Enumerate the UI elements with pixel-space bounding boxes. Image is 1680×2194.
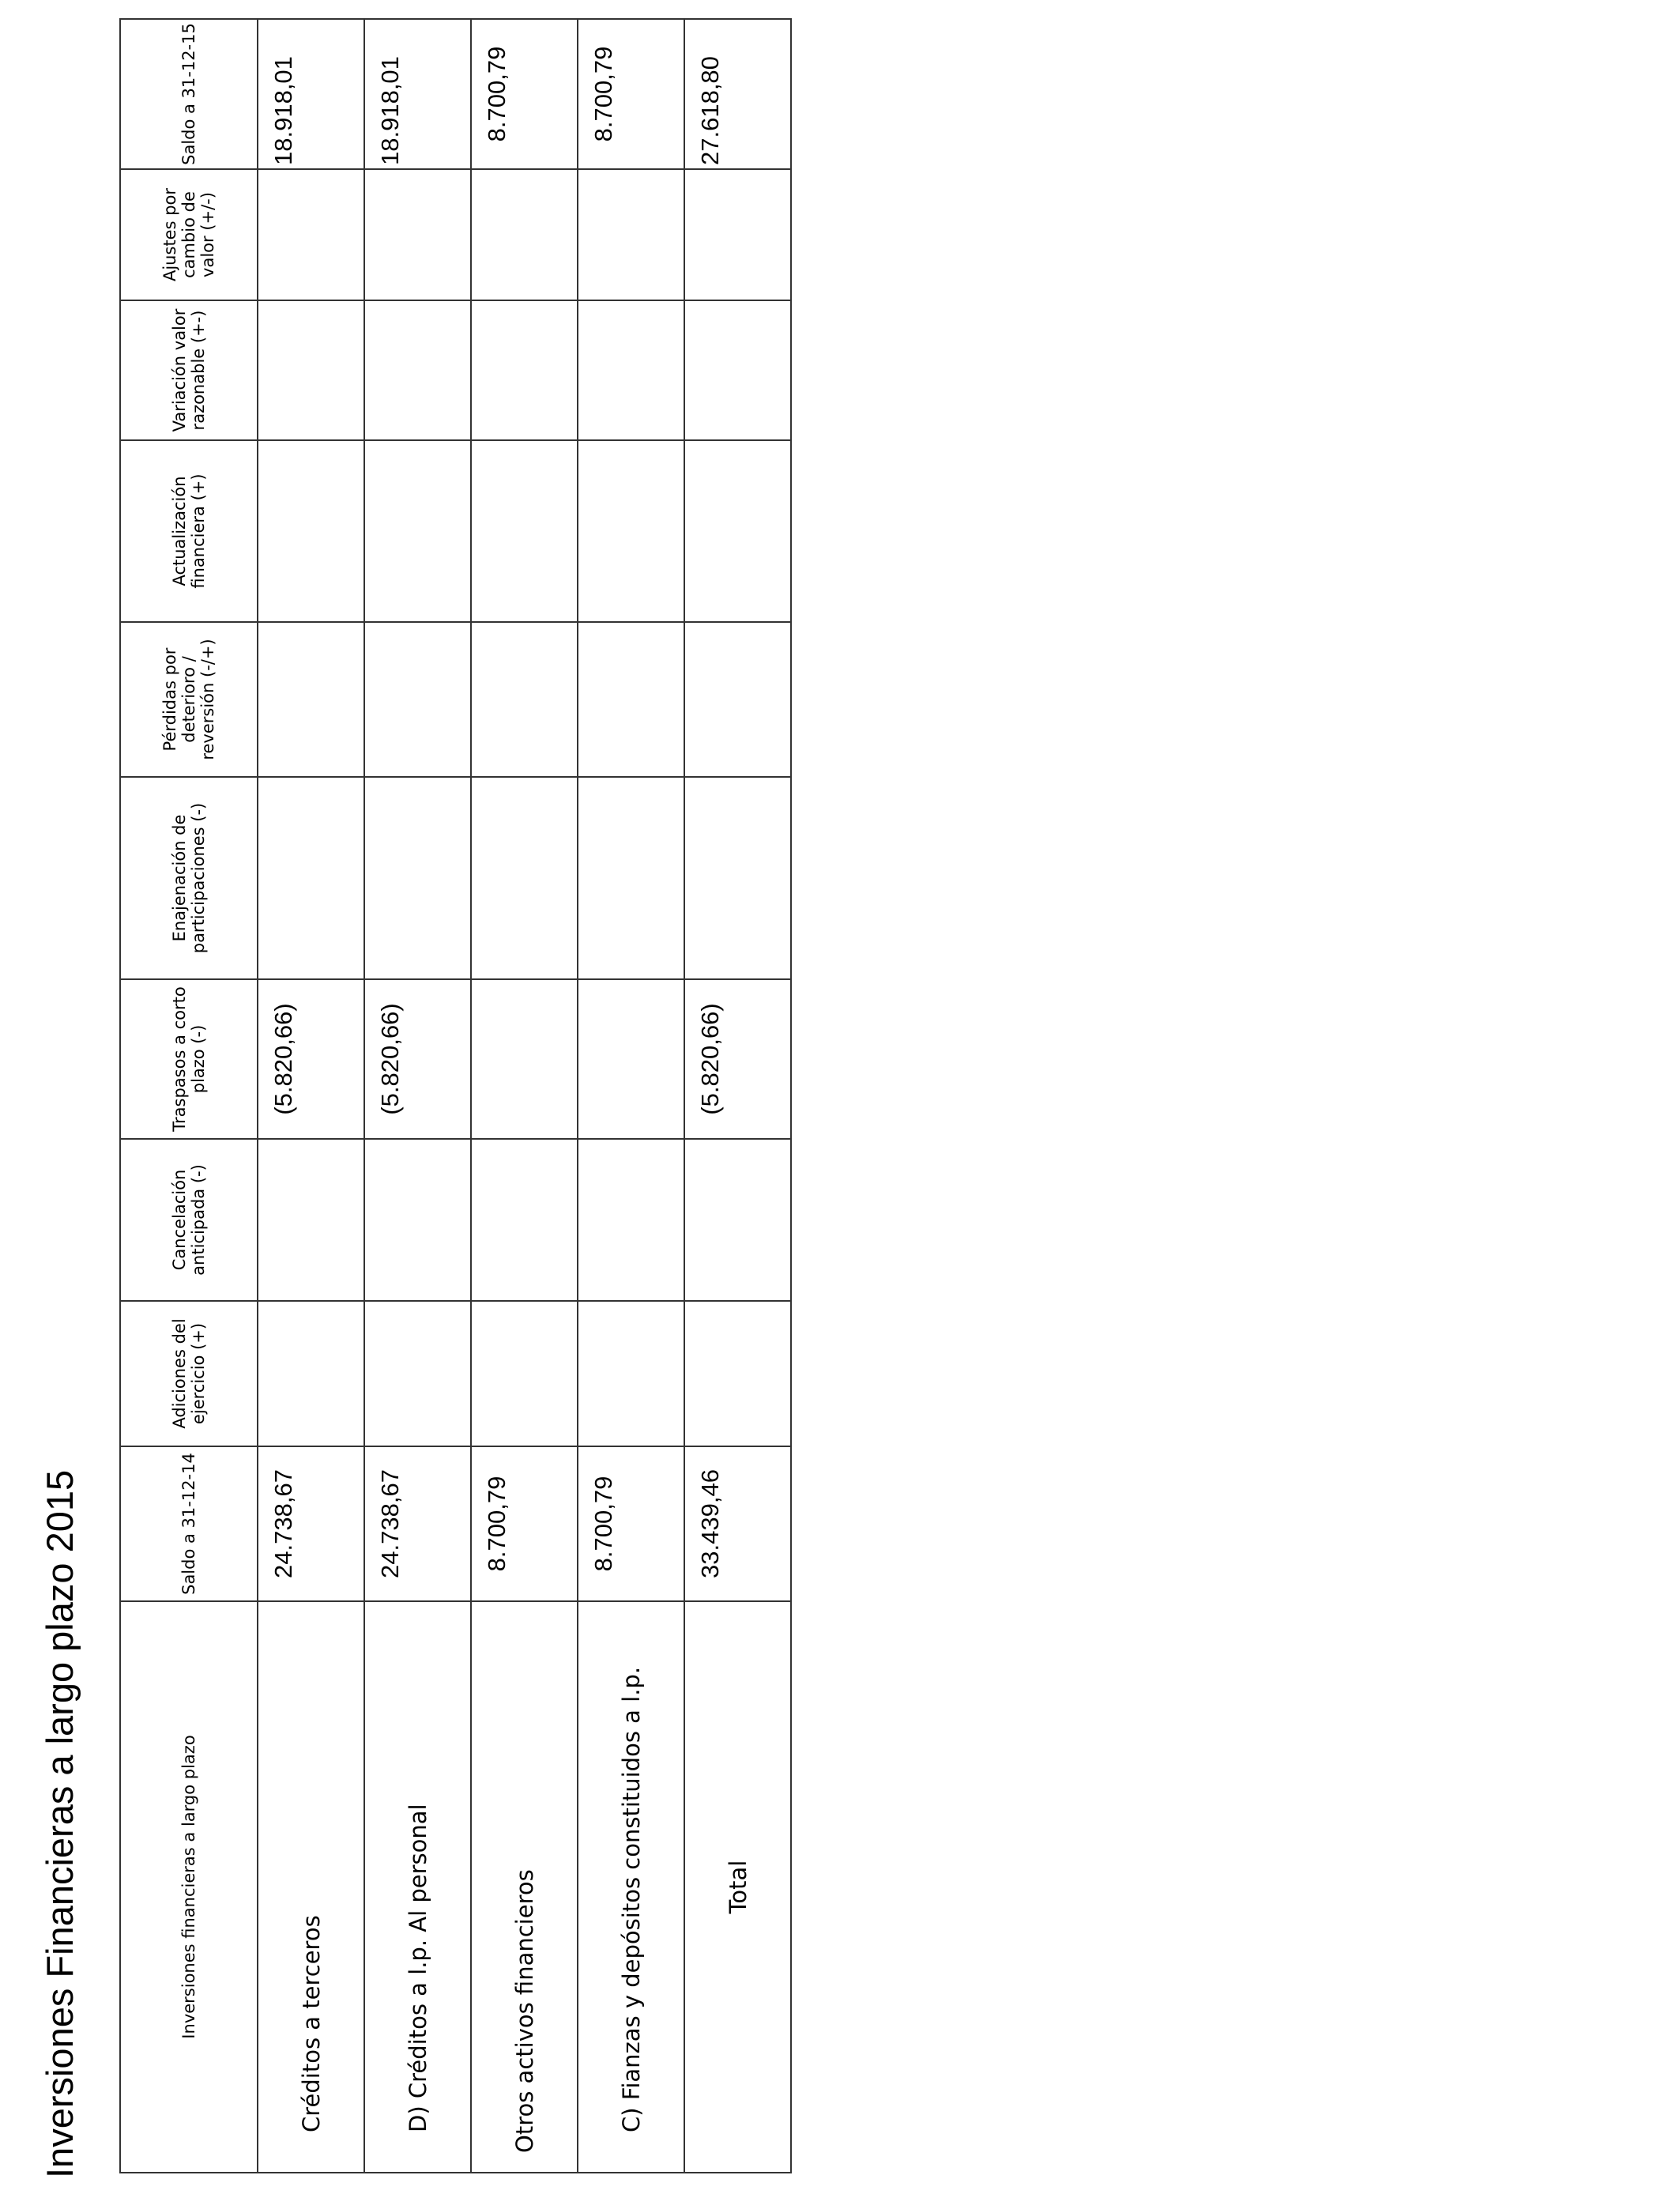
- cell-enajenacion: [364, 777, 471, 979]
- document-title: Inversiones Financieras a largo plazo 2015: [39, 1469, 81, 2178]
- cell-variacion: [684, 300, 791, 440]
- header-variacion: Variación valor razonable (+-): [120, 300, 258, 440]
- cell-cancelacion: [258, 1139, 364, 1301]
- table-row: [364, 19, 471, 2173]
- cell-adiciones: [258, 1301, 364, 1446]
- table-row: [258, 19, 364, 2173]
- cell-variacion: [471, 300, 578, 440]
- cell-perdidas: [364, 622, 471, 777]
- cell-variacion: [258, 300, 364, 440]
- cell-actualizacion: [578, 440, 684, 622]
- cell-cancelacion: [578, 1139, 684, 1301]
- row-label: D) Créditos a l.p. Al personal: [364, 1601, 471, 2173]
- cell-traspasos: (5.820,66): [684, 979, 791, 1139]
- cell-saldo-2015: 18.918,01: [258, 19, 364, 169]
- header-traspasos: Traspasos a corto plazo (-): [120, 979, 258, 1139]
- financial-investments-table: [119, 18, 792, 2173]
- cell-saldo-2014: 24.738,67: [364, 1446, 471, 1601]
- cell-saldo-2015: 8.700,79: [471, 19, 578, 169]
- cell-saldo-2014: 8.700,79: [578, 1446, 684, 1601]
- cell-perdidas: [684, 622, 791, 777]
- table-row: [578, 19, 684, 2173]
- header-adiciones: Adiciones del ejercicio (+): [120, 1301, 258, 1446]
- header-ajustes: Ajustes por cambio de valor (+/-): [120, 169, 258, 300]
- cell-perdidas: [471, 622, 578, 777]
- cell-enajenacion: [258, 777, 364, 979]
- cell-saldo-2015: 8.700,79: [578, 19, 684, 169]
- cell-variacion: [364, 300, 471, 440]
- cell-adiciones: [578, 1301, 684, 1446]
- header-saldo-2015: Saldo a 31-12-15: [120, 19, 258, 169]
- cell-saldo-2014: 33.439,46: [684, 1446, 791, 1601]
- header-perdidas: Pérdidas por deterioro / reversión (-/+): [120, 622, 258, 777]
- table-row-total: [684, 19, 791, 2173]
- header-enajenacion: Enajenación de participaciones (-): [120, 777, 258, 979]
- cell-variacion: [578, 300, 684, 440]
- cell-ajustes: [578, 169, 684, 300]
- cell-enajenacion: [471, 777, 578, 979]
- cell-actualizacion: [258, 440, 364, 622]
- table-row: [471, 19, 578, 2173]
- cell-adiciones: [471, 1301, 578, 1446]
- cell-cancelacion: [471, 1139, 578, 1301]
- cell-saldo-2015: 18.918,01: [364, 19, 471, 169]
- header-saldo-2014: Saldo a 31-12-14: [120, 1446, 258, 1601]
- cell-enajenacion: [684, 777, 791, 979]
- cell-traspasos: [578, 979, 684, 1139]
- row-label-total: Total: [684, 1601, 791, 2173]
- cell-actualizacion: [684, 440, 791, 622]
- cell-perdidas: [258, 622, 364, 777]
- cell-ajustes: [364, 169, 471, 300]
- header-concept: Inversiones financieras a largo plazo: [120, 1601, 258, 2173]
- cell-adiciones: [684, 1301, 791, 1446]
- cell-saldo-2015: 27.618,80: [684, 19, 791, 169]
- cell-actualizacion: [471, 440, 578, 622]
- cell-saldo-2014: 24.738,67: [258, 1446, 364, 1601]
- row-label: Otros activos financieros: [471, 1601, 578, 2173]
- cell-ajustes: [684, 169, 791, 300]
- cell-cancelacion: [684, 1139, 791, 1301]
- cell-ajustes: [471, 169, 578, 300]
- cell-actualizacion: [364, 440, 471, 622]
- cell-traspasos: (5.820,66): [364, 979, 471, 1139]
- table-header-row: [120, 19, 258, 2173]
- cell-adiciones: [364, 1301, 471, 1446]
- row-label: Créditos a terceros: [258, 1601, 364, 2173]
- cell-enajenacion: [578, 777, 684, 979]
- cell-traspasos: (5.820,66): [258, 979, 364, 1139]
- cell-traspasos: [471, 979, 578, 1139]
- row-label: C) Fianzas y depósitos constituidos a l.p.: [578, 1601, 684, 2173]
- cell-saldo-2014: 8.700,79: [471, 1446, 578, 1601]
- header-actualizacion: Actualización financiera (+): [120, 440, 258, 622]
- cell-ajustes: [258, 169, 364, 300]
- header-cancelacion: Cancelación anticipada (-): [120, 1139, 258, 1301]
- cell-cancelacion: [364, 1139, 471, 1301]
- cell-perdidas: [578, 622, 684, 777]
